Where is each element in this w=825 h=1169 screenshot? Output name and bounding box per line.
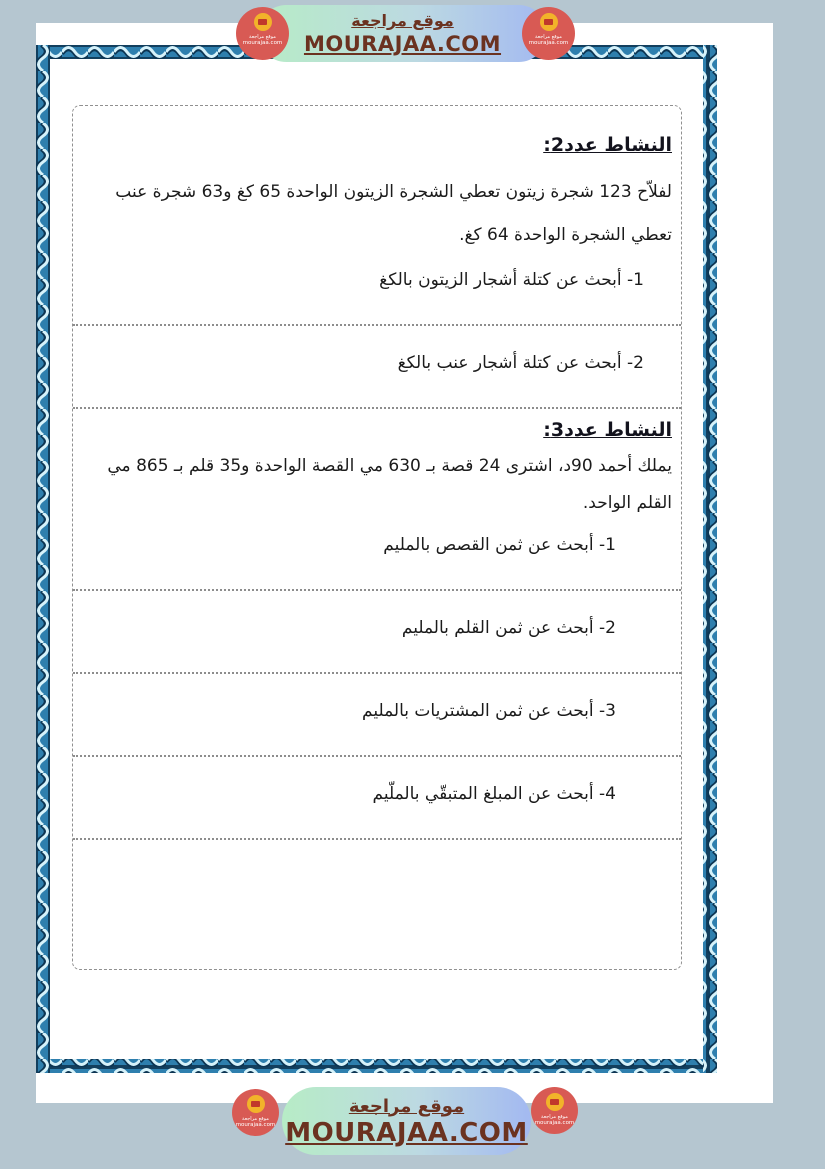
- activity-3-intro-line-2: القلم الواحد.: [582, 493, 672, 513]
- book-icon: [544, 19, 553, 25]
- answer-dotted-line: [73, 407, 681, 409]
- activity-2-intro-line-2: تعطي الشجرة الواحدة 64 كغ.: [459, 225, 672, 245]
- answer-dotted-line: [73, 672, 681, 674]
- badge-circle: [247, 1095, 265, 1113]
- site-badge: [236, 7, 289, 60]
- activity-2-title: النشاط عدد2:: [543, 134, 672, 156]
- badge-text-url: mourajaa.com: [528, 40, 569, 46]
- activity-3-intro-line-1: يملك أحمد 90د، اشترى 24 قصة بـ 630 مي القصة الواحدة و35 قلم بـ 865 مي: [107, 456, 672, 476]
- activity-3-question-1: 1- أبحث عن ثمن القصص بالمليم: [383, 535, 616, 555]
- site-badge: [531, 1087, 578, 1134]
- activity-3-question-3: 3- أبحث عن ثمن المشتريات بالمليم: [362, 701, 616, 721]
- activity-2-question-1: 1- أبحث عن كتلة أشجار الزيتون بالكغ: [379, 270, 644, 290]
- book-icon: [251, 1101, 260, 1107]
- badge-text-arabic: موقع مراجعة: [249, 34, 276, 40]
- site-name-arabic-link[interactable]: موقع مراجعة: [348, 1095, 465, 1117]
- activity-2: [82, 132, 672, 409]
- answer-dotted-line: [73, 755, 681, 757]
- book-icon: [258, 19, 267, 25]
- exercise-box: [72, 105, 682, 970]
- answer-dotted-line: [73, 324, 681, 326]
- site-name-link[interactable]: MOURAJAA.COM: [285, 1117, 528, 1148]
- badge-text-url: mourajaa.com: [534, 1120, 575, 1126]
- badge-text-url: mourajaa.com: [242, 40, 283, 46]
- badge-circle: [254, 13, 272, 31]
- badge-circle: [540, 13, 558, 31]
- site-badge: [232, 1089, 279, 1136]
- activity-3-question-2: 2- أبحث عن ثمن القلم بالمليم: [401, 618, 616, 638]
- badge-text-arabic: موقع مراجعة: [242, 1116, 269, 1122]
- badge-text-arabic: موقع مراجعة: [541, 1114, 568, 1120]
- activity-3-question-4: 4- أبحث عن المبلغ المتبقّي بالملّيم: [372, 784, 616, 804]
- answer-dotted-line: [73, 838, 681, 840]
- activity-3-title: النشاط عدد3:: [543, 419, 672, 441]
- book-icon: [550, 1099, 559, 1105]
- badge-text-arabic: موقع مراجعة: [535, 34, 562, 40]
- site-name-link[interactable]: MOURAJAA.COM: [303, 32, 502, 56]
- answer-dotted-line: [73, 589, 681, 591]
- activity-2-question-2: 2- أبحث عن كتلة أشجار عنب بالكغ: [397, 353, 644, 373]
- exercise-content: [73, 106, 681, 840]
- badge-text-url: mourajaa.com: [235, 1122, 276, 1128]
- activity-2-intro-line-1: لفلاّح 123 شجرة زيتون تعطي الشجرة الزيتون الواحدة 65 كغ و63 شجرة عنب: [115, 182, 672, 202]
- footer-brand-pill: [282, 1087, 531, 1155]
- site-name-arabic-link[interactable]: موقع مراجعة: [351, 11, 454, 30]
- badge-circle: [546, 1093, 564, 1111]
- site-badge: [522, 7, 575, 60]
- activity-3: [82, 417, 672, 840]
- header-brand-pill: [258, 5, 547, 62]
